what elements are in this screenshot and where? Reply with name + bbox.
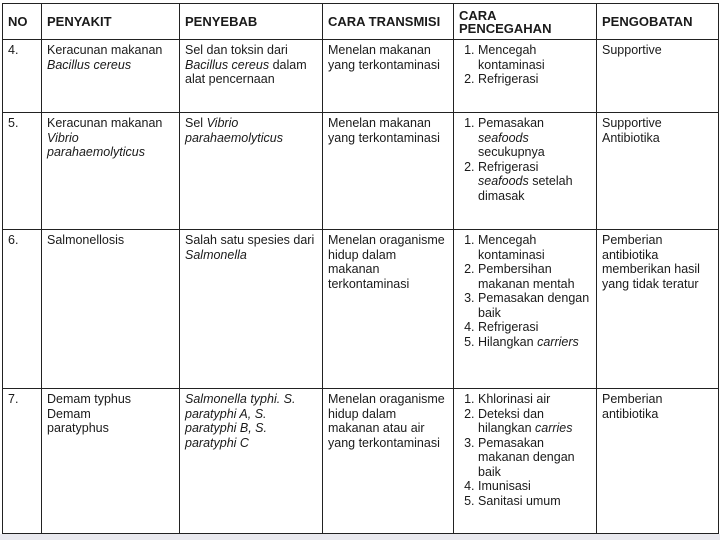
prevention-list [459,392,591,508]
cell-transmisi: Menelan oraganisme hidup dalam makanan terkontaminasi [323,230,454,389]
prevention-list [459,116,591,203]
cell-pengobatan [597,113,719,230]
disease-organism: Bacillus cereus [47,57,132,72]
header-penyakit: PENYAKIT [42,4,180,40]
cell-penyakit [42,389,180,534]
item-italic: seafoods [478,130,529,145]
treatment-line: Supportive [602,116,662,130]
cell-transmisi: Menelan makanan yang terkontaminasi [323,113,454,230]
item-italic: carriers [537,334,579,349]
list-item [478,160,591,204]
header-pengobatan: PENGOBATAN [597,4,719,40]
header-transmisi: CARA TRANSMISI [323,4,454,40]
cell-no: 7. [3,389,42,534]
disease-line: Demam typhus [47,392,132,406]
disease-line: paratyphus [47,421,109,435]
table-row [3,113,719,230]
cell-no: 6. [3,230,42,389]
list-item: 4. Imunisasi [478,479,591,494]
cell-transmisi: Menelan makanan yang terkontaminasi [323,40,454,113]
list-item [478,335,591,350]
cell-penyebab [180,113,323,230]
disease-organism: Vibrio parahaemolyticus [47,130,145,159]
cause-text-end: dalam alat pencernaan [185,57,307,86]
cell-transmisi: Menelan oraganisme hidup dalam makanan atau air yang terkontaminasi [323,389,454,534]
list-item: 1. Mencegah kontaminasi [478,43,591,72]
cell-pencegahan [454,230,597,389]
list-item: 1. Khlorinasi air [478,392,591,407]
list-item: 2. Refrigerasi [478,72,591,87]
cause-text: Sel dan toksin dari [185,43,288,57]
list-item: 5. Sanitasi umum [478,494,591,509]
list-item: 3. Pemasakan makanan dengan baik [478,436,591,480]
treatment-line: Antibiotika [602,130,660,145]
table-row [3,230,719,389]
table-row [3,40,719,113]
item-text: Refrigerasi [478,159,539,174]
item-italic: seafoods [478,174,529,188]
cell-penyebab [180,230,323,389]
cell-pencegahan [454,113,597,230]
item-italic: carries [535,421,573,435]
cell-penyebab: Salmonella typhi. S. paratyphi A, S. paratyphi B, S. paratyphi C [180,389,323,534]
table-row [3,389,719,534]
cell-pengobatan: Pemberian antibiotika [597,389,719,534]
slide-bottom-strip [0,534,720,540]
cell-pengobatan: Pemberian antibiotika memberikan hasil yang tidak teratur [597,230,719,389]
cause-organism: Bacillus cereus [185,57,270,72]
list-item [478,116,591,160]
cell-pencegahan [454,40,597,113]
item-text-end: setelah dimasak [478,174,573,203]
header-row [3,4,719,40]
disease-name: Keracunan makanan [47,43,163,57]
header-penyebab: PENYEBAB [180,4,323,40]
item-text: Pemasakan [478,116,545,130]
list-item: 2. Pembersihan makanan mentah [478,262,591,291]
cell-no: 4. [3,40,42,113]
cell-no: 5. [3,113,42,230]
disease-table [2,3,719,534]
cell-penyakit [42,40,180,113]
prevention-list [459,43,591,87]
list-item [478,407,591,436]
list-item: 4. Refrigerasi [478,320,591,335]
cell-penyakit [42,113,180,230]
disease-line: Demam [47,406,91,421]
header-pencegahan: CARA PENCEGAHAN [454,4,597,40]
item-text-end: secukupnya [478,145,545,159]
cell-penyakit: Salmonellosis [42,230,180,389]
cause-text: Sel [185,116,204,130]
cause-organism: Vibrio parahaemolyticus [185,116,283,145]
cell-pengobatan: Supportive [597,40,719,113]
list-item: 1. Mencegah kontaminasi [478,233,591,262]
cell-pencegahan [454,389,597,534]
item-text: Hilangkan [478,334,534,349]
cell-penyebab [180,40,323,113]
header-no: NO [3,4,42,40]
cause-text: Salah satu spesies dari [185,233,315,247]
item-text: Deteksi dan hilangkan [478,406,545,435]
prevention-list [459,233,591,349]
cause-organism: Salmonella [185,247,247,262]
disease-name: Keracunan makanan [47,116,163,130]
list-item: 3. Pemasakan dengan baik [478,291,591,320]
